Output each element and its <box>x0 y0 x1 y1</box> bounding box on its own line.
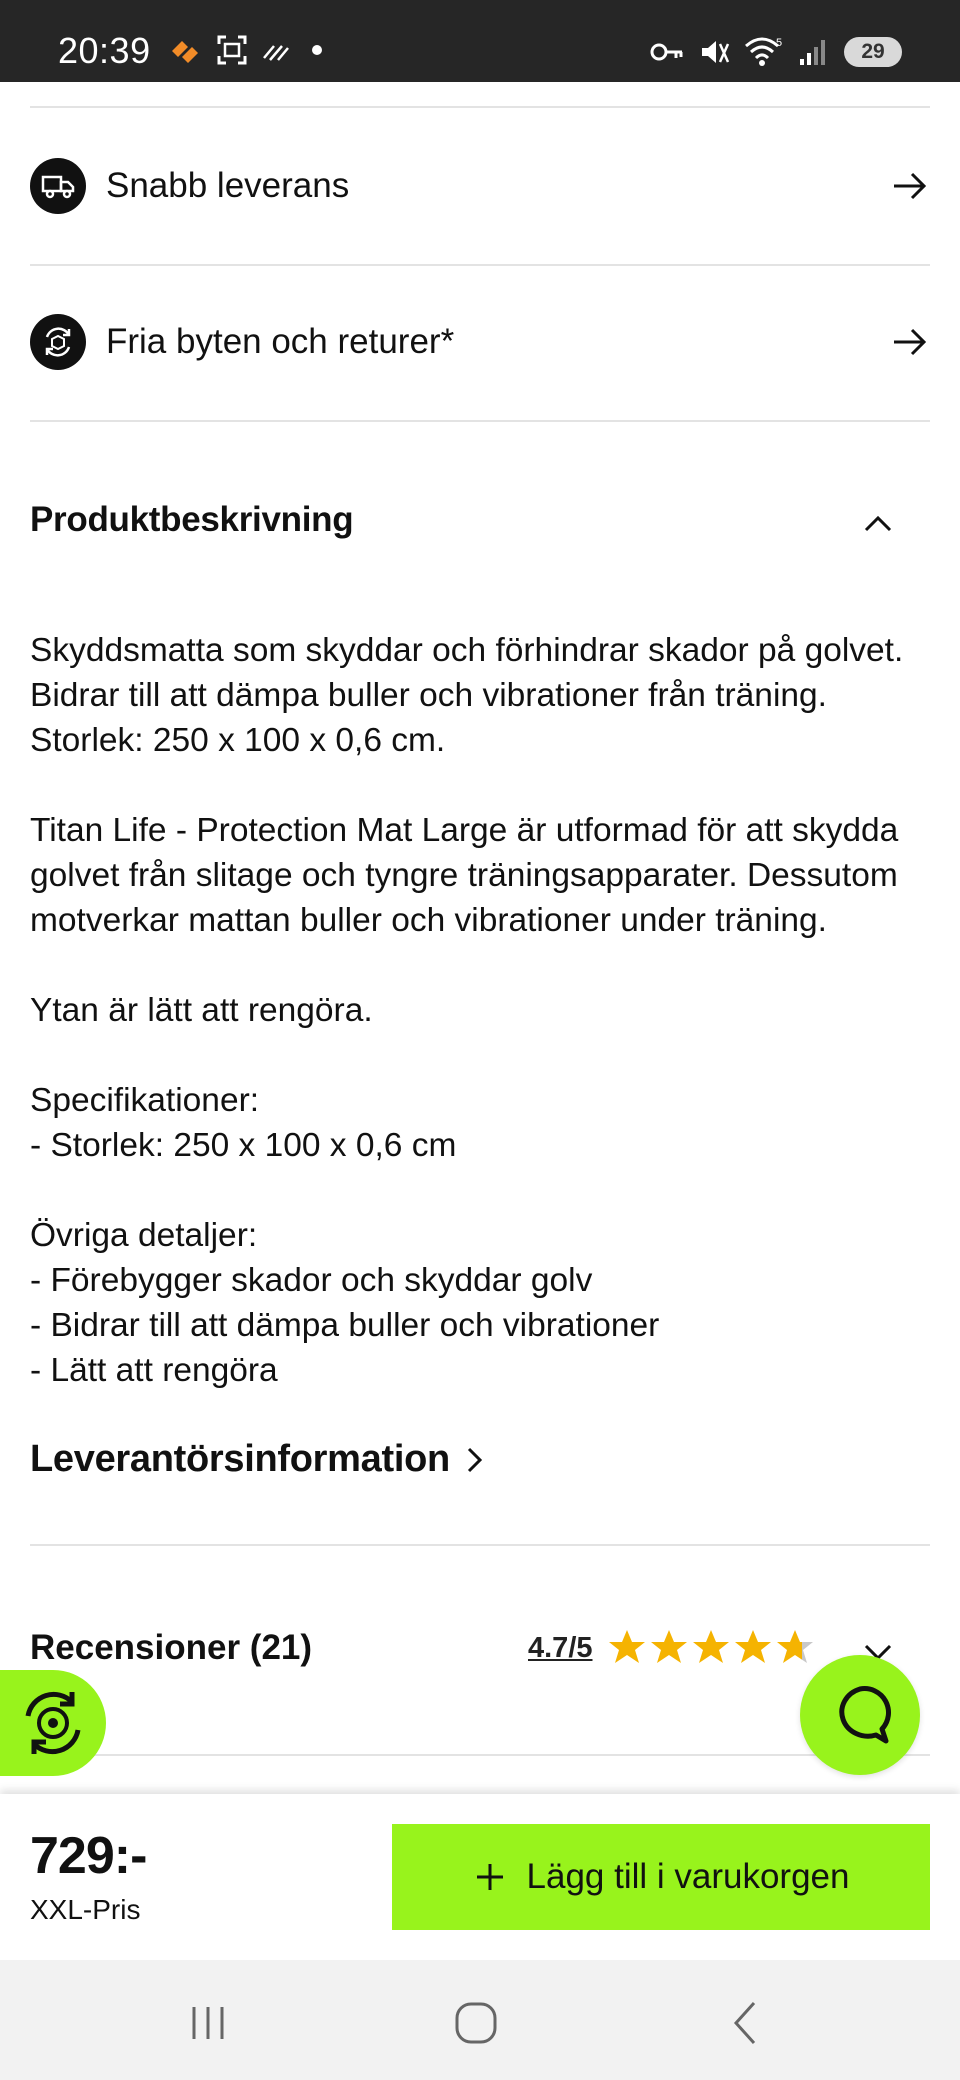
chat-button[interactable] <box>800 1655 920 1775</box>
rating-stars <box>608 1628 814 1666</box>
description-paragraph: Skyddsmatta som skyddar och förhindrar skador på golvet. Bidrar till att dämpa buller och vibrationer från träning. Storlek: 250 x 100 x 0,6 cm. <box>30 632 904 759</box>
star-icon <box>650 1628 688 1666</box>
product-description-text <box>30 628 940 1393</box>
chevron-right-icon <box>464 1444 486 1476</box>
recent-apps-button[interactable] <box>178 1998 238 2048</box>
description-paragraph: Ytan är lätt att rengöra. <box>30 992 373 1029</box>
recent-apps-icon <box>186 2001 230 2045</box>
star-icon <box>692 1628 730 1666</box>
price: 729:- <box>30 1827 147 1885</box>
chat-bubble-icon <box>828 1683 892 1747</box>
status-left-icons <box>168 32 322 68</box>
rating-link[interactable]: 4.7/5 <box>528 1632 593 1664</box>
vpn-key-icon <box>650 41 684 63</box>
tire-service-button[interactable] <box>0 1670 106 1776</box>
wifi-icon <box>744 36 784 68</box>
add-to-cart-button[interactable] <box>392 1824 930 1930</box>
truck-icon <box>30 158 86 214</box>
fast-delivery-row[interactable] <box>30 146 930 226</box>
divider <box>30 1544 930 1546</box>
detail-item: - Bidrar till att dämpa buller och vibrationer <box>30 1307 660 1344</box>
details-heading: Övriga detaljer: <box>30 1217 258 1254</box>
description-paragraph: Titan Life - Protection Mat Large är utformad för att skydda golvet från slitage och tyngre träningsapparater. Dessutom motverkar mattan buller och vibrationer under träning. <box>30 812 899 939</box>
mute-icon <box>698 36 730 68</box>
status-bar <box>0 0 960 82</box>
chevron-up-icon[interactable] <box>860 506 896 542</box>
notification-app-icon <box>168 35 202 65</box>
divider <box>30 106 930 108</box>
star-icon <box>608 1628 646 1666</box>
back-button[interactable] <box>716 1998 776 2048</box>
system-nav-bar <box>0 1960 960 2080</box>
svg-text:5: 5 <box>776 37 783 49</box>
specs-heading: Specifikationer: <box>30 1082 260 1119</box>
detail-item: - Förebygger skador och skyddar golv <box>30 1262 593 1299</box>
buy-bar <box>0 1794 960 1960</box>
star-icon <box>734 1628 772 1666</box>
spec-item: - Storlek: 250 x 100 x 0,6 cm <box>30 1127 457 1164</box>
returns-label: Fria byten och returer* <box>106 322 455 361</box>
star-icon <box>776 1628 814 1666</box>
arrow-right-icon <box>890 166 930 206</box>
supplier-info-label: Leverantörsinformation <box>30 1438 450 1480</box>
battery-icon: 29 <box>844 37 902 67</box>
home-icon <box>452 1999 500 2047</box>
fast-delivery-label: Snabb leverans <box>106 166 350 205</box>
status-time: 20:39 <box>58 30 151 71</box>
back-icon <box>726 1999 766 2047</box>
return-box-icon <box>30 314 86 370</box>
returns-row[interactable] <box>30 302 930 382</box>
dot-icon <box>312 45 322 55</box>
detail-item: - Lätt att rengöra <box>30 1352 278 1389</box>
reviews-title[interactable]: Recensioner (21) <box>30 1628 313 1667</box>
product-description-title[interactable]: Produktbeskrivning <box>30 500 354 539</box>
add-to-cart-label: Lägg till i varukorgen <box>526 1857 850 1896</box>
tire-recycle-icon <box>16 1686 90 1760</box>
divider <box>30 420 930 422</box>
screenshot-icon <box>216 34 248 66</box>
divider <box>30 264 930 266</box>
home-button[interactable] <box>446 1998 506 2048</box>
plus-icon <box>473 1860 507 1894</box>
haze-icon <box>262 38 290 62</box>
price-label: XXL-Pris <box>30 1894 141 1925</box>
signal-icon <box>798 37 830 67</box>
supplier-info-link[interactable] <box>30 1438 486 1481</box>
arrow-right-icon <box>890 322 930 362</box>
divider <box>30 1754 930 1756</box>
status-right-icons <box>650 32 902 72</box>
